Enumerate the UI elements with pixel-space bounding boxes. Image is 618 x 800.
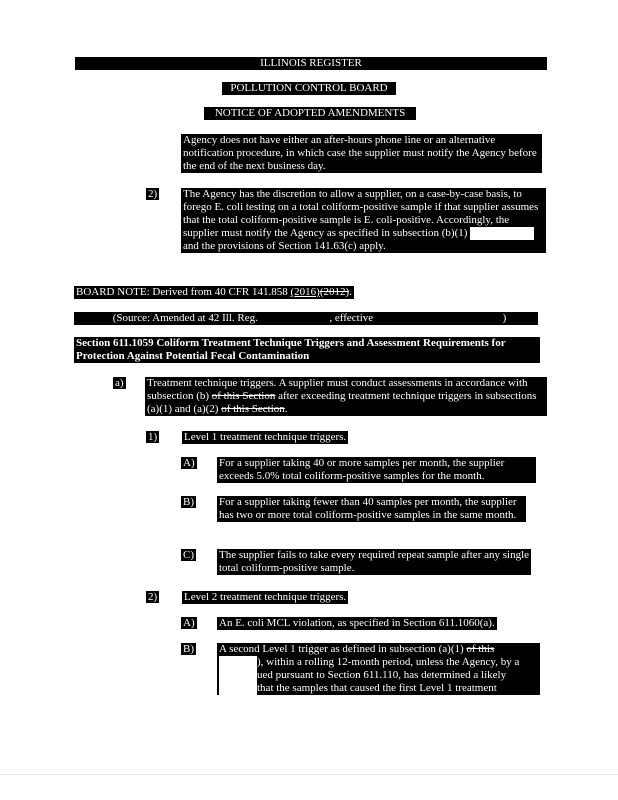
board-note — [74, 286, 354, 299]
item-2-text-end: and the provisions of Section 141.63(c) apply. — [183, 240, 386, 252]
level-1-B-marker: B) — [183, 496, 194, 508]
level-1-C-text: The supplier fails to take every required repeat sample after any single total coliform-positive sample. — [219, 549, 530, 574]
subsection-a-marker: a) — [115, 377, 124, 389]
item-2-paragraph — [181, 188, 546, 253]
board-note-text: BOARD NOTE: Derived from 40 CFR 141.858 — [76, 286, 291, 298]
source-text: (Source: Amended at 42 Ill. Reg. — [112, 312, 258, 324]
board-header — [222, 82, 396, 95]
notice-header — [204, 107, 416, 120]
level-2-B-line-2 — [217, 656, 540, 669]
notice-title: NOTICE OF ADOPTED AMENDMENTS — [214, 107, 406, 119]
subsection-a-paragraph — [145, 377, 547, 416]
subsection-a-text-3: . — [284, 403, 288, 415]
board-note-end: . — [349, 286, 352, 298]
board-note-new-year: (2016) — [290, 286, 320, 298]
redaction — [219, 682, 257, 695]
register-title: ILLINOIS REGISTER — [260, 57, 362, 69]
level-1-marker: 1) — [148, 431, 158, 443]
level-2-B-marker: B) — [183, 643, 194, 655]
subsection-a-strike-1: of this Section — [211, 390, 276, 402]
level-1-label: Level 1 treatment technique triggers. — [184, 431, 347, 443]
level-1-B-text: For a supplier taking fewer than 40 samples per month, the supplier has two or more total coliform-positive samples in the same month. — [217, 496, 526, 522]
level-2-B-line-1-strike: of this — [466, 643, 495, 655]
section-heading: Section 611.1059 Coliform Treatment Technique Triggers and Assessment Requirements for Protection Against Potential Fecal Contamination — [74, 337, 540, 363]
level-2-B-line-4-text: that the samples that caused the first Level 1 treatment — [257, 682, 497, 694]
item-2-marker: 2) — [148, 188, 158, 200]
redaction — [219, 669, 257, 682]
level-1-C-marker: C) — [183, 549, 194, 561]
subsection-a-text-1: Treatment technique triggers. A supplier must conduct assessments in accordance with subsection (b) — [147, 377, 528, 402]
source-close: ) — [502, 312, 507, 324]
level-2-A-text: An E. coli MCL violation, as specified in Section 611.1060(a). — [219, 617, 495, 629]
page-bottom-rule — [0, 774, 618, 775]
register-header — [75, 57, 547, 70]
level-2-B-line-1-text: A second Level 1 trigger as defined in subsection (a)(1) — [219, 643, 467, 655]
top-paragraph: Agency does not have either an after-hours phone line or an alternative notification procedure, in which case the supplier must notify the Agency before the end of the next business day. — [181, 134, 542, 173]
item-2-text: The Agency has the discretion to allow a supplier, on a case-by-case basis, to forego E. coli testing on a total coliform-positive sample if that supplier assumes that the total coliform-positive sample is E. coli-positive. Accordingly, the supplier must notify the Agency as specified in subsection (b)(1) — [183, 188, 539, 239]
source-effective: , effective — [329, 312, 374, 324]
level-1-A-marker: A) — [183, 457, 195, 469]
level-2-A-marker: A) — [183, 617, 195, 629]
source-line — [74, 312, 538, 325]
subsection-a-text-2: after exceeding treatment technique triggers in subsections (a)(1) and (a)(2) — [147, 390, 537, 415]
level-2-B-line-3 — [217, 669, 540, 682]
level-2-label: Level 2 treatment technique triggers. — [184, 591, 347, 603]
board-note-old-year: (2012) — [319, 286, 350, 298]
redaction — [219, 656, 257, 669]
level-2-B-line-4 — [217, 682, 540, 695]
level-2-B-line-2-text: ), within a rolling 12-month period, unless the Agency, by a — [257, 656, 520, 668]
board-title: POLLUTION CONTROL BOARD — [230, 82, 388, 94]
level-2-marker: 2) — [148, 591, 158, 603]
subsection-a-strike-2: of this Section — [221, 403, 285, 415]
redaction — [470, 227, 534, 240]
level-2-B-line-1 — [217, 643, 540, 656]
level-2-B-line-3-text: ued pursuant to Section 611.110, has determined a likely — [257, 669, 507, 681]
level-1-A-text: For a supplier taking 40 or more samples per month, the supplier exceeds 5.0% total coliform-positive samples for the month. — [217, 457, 536, 483]
